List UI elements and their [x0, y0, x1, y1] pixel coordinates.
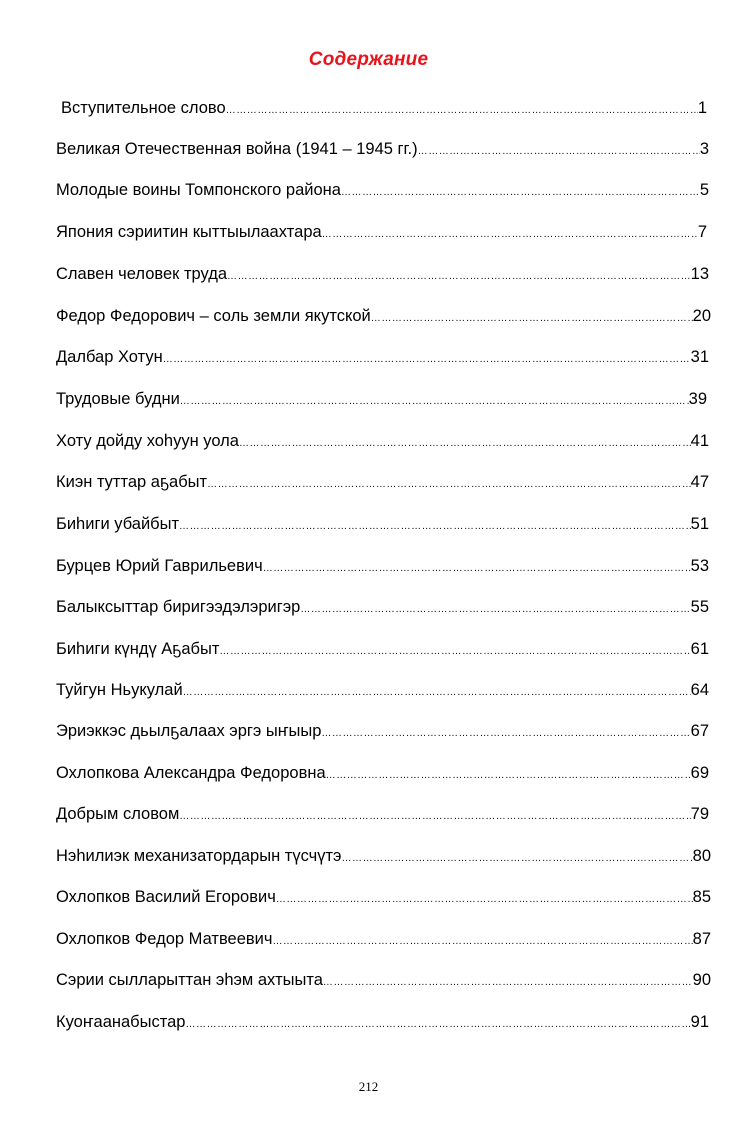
toc-entry-page: 67 — [690, 722, 709, 740]
toc-entry — [56, 803, 709, 825]
toc-entry-title: Нэһилиэк механизатордарын түсчүтэ — [56, 847, 342, 865]
toc-entry — [56, 969, 711, 991]
toc-dot-leader — [239, 433, 691, 452]
toc-dot-leader — [341, 182, 700, 201]
toc-entry-page: 7 — [697, 223, 707, 241]
toc-entry — [56, 430, 709, 452]
toc-dot-leader — [179, 806, 690, 825]
toc-entry-title: Бурцев Юрий Гаврильевич — [56, 557, 263, 575]
toc-dot-leader — [321, 723, 690, 742]
toc-entry — [56, 596, 709, 618]
toc-dot-leader — [226, 100, 698, 119]
toc-entry-title: Охлопкова Александра Федоровна — [56, 764, 326, 782]
toc-dot-leader — [179, 516, 691, 535]
toc-entry-page: 69 — [690, 764, 709, 782]
toc-entry-page: 5 — [699, 181, 709, 199]
toc-entry-title: Киэн туттар аҕабыт — [56, 473, 208, 491]
toc-entry-title: Великая Отечественная война (1941 – 1945 гг.) — [56, 140, 418, 158]
toc-entry — [56, 388, 707, 410]
toc-dot-leader — [183, 682, 691, 701]
toc-entry — [56, 1011, 709, 1033]
toc-dot-leader — [371, 308, 693, 327]
toc-dot-leader — [341, 848, 692, 867]
toc-entry-title: Балыксыттар биригээдэлэригэр — [56, 598, 301, 616]
toc-entry-page: 79 — [690, 805, 709, 823]
toc-dot-leader — [326, 765, 691, 784]
toc-entry — [56, 221, 707, 243]
toc-entry-title: Трудовые будни — [56, 390, 180, 408]
toc-entry-page: 85 — [692, 888, 711, 906]
toc-entry-page: 51 — [690, 515, 709, 533]
toc-entry-title: Хоту дойду хоһуун уола — [56, 432, 239, 450]
toc-entry — [56, 179, 709, 201]
page-number: 212 — [358, 1079, 379, 1094]
toc-entry-page: 80 — [692, 847, 711, 865]
toc-entry-page: 20 — [692, 307, 711, 325]
toc-entry-page: 41 — [690, 432, 709, 450]
toc-entry-page: 3 — [699, 140, 709, 158]
toc-entry-page: 31 — [690, 348, 709, 366]
toc-entry-title: Япония сэриитин кыттыылаахтара — [56, 223, 322, 241]
toc-entry — [56, 638, 709, 660]
toc-dot-leader — [276, 889, 693, 908]
toc-entry-page: 61 — [690, 640, 709, 658]
toc-entry-title: Эриэккэс дьылҕалаах эргэ ыҥыыр — [56, 722, 322, 740]
toc-entry — [56, 928, 711, 950]
toc-dot-leader — [263, 558, 691, 577]
toc-entry — [56, 720, 709, 742]
toc-entry-page: 90 — [692, 971, 711, 989]
toc-entry — [61, 97, 707, 119]
toc-entry-title: Охлопков Федор Матвеевич — [56, 930, 273, 948]
toc-dot-leader — [300, 599, 690, 618]
toc-entry-title: Туйгун Ньукулай — [56, 681, 183, 699]
toc-entry-title: Вступительное слово — [61, 99, 226, 117]
toc-dot-leader — [323, 972, 693, 991]
toc-dot-leader — [185, 1014, 690, 1033]
toc-entry-title: Далбар Хотун — [56, 348, 163, 366]
toc-entry — [56, 679, 709, 701]
toc-entry-title: Молодые воины Томпонского района — [56, 181, 341, 199]
toc-entry — [56, 886, 711, 908]
toc-entry — [56, 471, 709, 493]
toc-entry-title: Биһиги убайбыт — [56, 515, 180, 533]
toc-dot-leader — [273, 931, 693, 950]
page-title: Содержание — [308, 49, 429, 70]
toc-entry-page: 55 — [690, 598, 709, 616]
toc-dot-leader — [322, 224, 698, 243]
toc-entry — [56, 555, 709, 577]
toc-dot-leader — [227, 266, 691, 285]
toc-dot-leader — [180, 391, 689, 410]
toc-entry-title: Федор Федорович – соль земли якутской — [56, 307, 371, 325]
toc-entry-page: 53 — [690, 557, 709, 575]
toc-entry-title: Добрым словом — [56, 805, 180, 823]
toc-entry — [56, 762, 709, 784]
toc-entry — [56, 346, 709, 368]
toc-entry — [56, 263, 709, 285]
toc-dot-leader — [418, 141, 700, 160]
toc-dot-leader — [207, 474, 691, 493]
toc-entry-page: 87 — [692, 930, 711, 948]
toc-entry — [56, 138, 709, 160]
toc-entry-page: 91 — [690, 1013, 709, 1031]
toc-entry-page: 39 — [688, 390, 707, 408]
toc-entry-title: Славен человек труда — [56, 265, 228, 283]
toc-entry-page: 64 — [690, 681, 709, 699]
toc-dot-leader — [219, 641, 690, 660]
toc-entry-title: Сэрии сылларыттан эһэм ахтыыта — [56, 971, 323, 989]
toc-entry — [56, 305, 711, 327]
toc-entry-title: Куоҥаанабыстар — [56, 1013, 186, 1031]
toc-entry-title: Биһиги күндү Аҕабыт — [56, 640, 220, 658]
toc-entry-title: Охлопков Василий Егорович — [56, 888, 276, 906]
toc-entry — [56, 513, 709, 535]
toc-entry-page: 1 — [697, 99, 707, 117]
toc-entry-page: 47 — [690, 473, 709, 491]
toc-entry — [56, 845, 711, 867]
toc-dot-leader — [163, 349, 691, 368]
toc-entry-page: 13 — [690, 265, 709, 283]
